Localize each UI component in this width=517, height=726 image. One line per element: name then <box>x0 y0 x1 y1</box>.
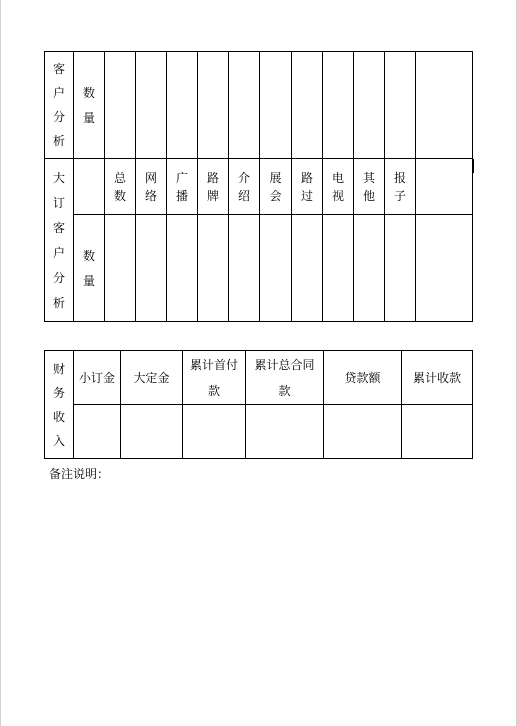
empty-cell <box>416 159 473 215</box>
section-label-char: 户 <box>52 245 65 260</box>
empty-cell <box>416 52 473 159</box>
channel-label-char: 介 <box>237 170 250 185</box>
finance-header <box>324 351 402 405</box>
channel-header <box>198 159 229 215</box>
channel-label-char: 网 <box>144 170 157 185</box>
channel-label-char: 会 <box>269 188 282 203</box>
empty-cell <box>292 52 323 159</box>
channel-label-char: 络 <box>144 188 157 203</box>
finance-header <box>402 351 473 405</box>
empty-cell <box>354 52 385 159</box>
channel-header <box>292 159 323 215</box>
finance-income-table <box>44 350 473 459</box>
channel-header-row <box>45 159 473 215</box>
section2-qty-cell <box>74 215 105 322</box>
channel-label-char: 视 <box>331 188 344 203</box>
empty-cell <box>198 215 229 322</box>
finance-label-cell <box>45 351 74 459</box>
finance-header <box>246 351 324 405</box>
channel-header <box>385 159 416 215</box>
channel-label-char: 总 <box>113 170 126 185</box>
channel-label-char: 路 <box>300 170 313 185</box>
finance-label-char: 务 <box>52 385 65 400</box>
section-label-char: 客 <box>52 62 65 77</box>
channel-header <box>167 159 198 215</box>
empty-cell <box>246 405 324 459</box>
finance-header <box>74 351 121 405</box>
finance-header-line: 累计收款 <box>412 370 461 385</box>
channel-header <box>229 159 260 215</box>
finance-label-char: 入 <box>52 433 65 448</box>
channel-label-char: 播 <box>175 188 188 203</box>
channel-header <box>105 159 136 215</box>
empty-cell <box>74 159 105 215</box>
finance-label-char: 财 <box>52 361 65 376</box>
channel-header <box>260 159 292 215</box>
section2-qty-row <box>45 215 473 322</box>
empty-cell <box>167 52 198 159</box>
finance-header <box>183 351 246 405</box>
empty-cell <box>323 52 354 159</box>
channel-header <box>354 159 385 215</box>
section2-label-cell <box>45 159 74 322</box>
channel-header <box>323 159 354 215</box>
channel-label-char: 报 <box>393 170 406 185</box>
section1-row <box>45 52 473 159</box>
empty-cell <box>74 405 121 459</box>
channel-label-char: 他 <box>362 188 375 203</box>
finance-value-row <box>45 405 473 459</box>
channel-label-char: 牌 <box>206 188 219 203</box>
empty-cell <box>229 215 260 322</box>
section-label-char: 分 <box>52 109 65 124</box>
channel-label-char: 子 <box>393 188 406 203</box>
empty-cell <box>136 52 167 159</box>
empty-cell <box>167 215 198 322</box>
empty-cell <box>323 215 354 322</box>
channel-header <box>136 159 167 215</box>
channel-label-char: 电 <box>331 170 344 185</box>
quantity-label-char: 数 <box>82 248 95 263</box>
finance-header-line: 大定金 <box>133 370 170 385</box>
empty-cell <box>136 215 167 322</box>
finance-header-line: 累计首付 <box>189 357 238 372</box>
finance-header-line: 累计总合同 <box>254 357 315 372</box>
channel-label-char: 其 <box>362 170 375 185</box>
empty-cell <box>260 215 292 322</box>
empty-cell <box>385 215 416 322</box>
quantity-label-char: 量 <box>82 273 95 288</box>
channel-label-char: 路 <box>206 170 219 185</box>
empty-cell <box>260 52 292 159</box>
channel-label-char: 过 <box>300 188 313 203</box>
empty-cell <box>105 215 136 322</box>
finance-header-line: 款 <box>278 383 291 398</box>
section-label-char: 户 <box>52 86 65 101</box>
section1-label-cell <box>45 52 74 159</box>
customer-analysis-table <box>44 51 473 322</box>
remarks-label: 备注说明： <box>49 467 110 481</box>
empty-cell <box>183 405 246 459</box>
section-label-char: 分 <box>52 270 65 285</box>
quantity-label-char: 量 <box>82 110 95 125</box>
section-label-char: 客 <box>52 220 65 235</box>
empty-cell <box>416 215 473 322</box>
channel-label-char: 绍 <box>237 188 250 203</box>
section1-qty-cell <box>74 52 105 159</box>
channel-label-char: 广 <box>175 170 188 185</box>
channel-label-char: 数 <box>113 188 126 203</box>
finance-header <box>121 351 183 405</box>
text-cursor <box>472 159 474 173</box>
finance-header-line: 款 <box>207 383 220 398</box>
empty-cell <box>354 215 385 322</box>
finance-header-line: 贷款额 <box>344 370 381 385</box>
section-label-char: 析 <box>52 133 65 148</box>
section-label-char: 析 <box>52 295 65 310</box>
section-label-char: 订 <box>52 195 65 210</box>
finance-header-line: 小订金 <box>78 370 115 385</box>
quantity-label-char: 数 <box>82 85 95 100</box>
section-label-char: 大 <box>52 170 65 185</box>
empty-cell <box>121 405 183 459</box>
empty-cell <box>402 405 473 459</box>
empty-cell <box>229 52 260 159</box>
finance-label-char: 收 <box>52 409 65 424</box>
empty-cell <box>292 215 323 322</box>
empty-cell <box>385 52 416 159</box>
finance-header-row <box>45 351 473 405</box>
empty-cell <box>105 52 136 159</box>
empty-cell <box>198 52 229 159</box>
channel-label-char: 展 <box>269 170 282 185</box>
empty-cell <box>324 405 402 459</box>
